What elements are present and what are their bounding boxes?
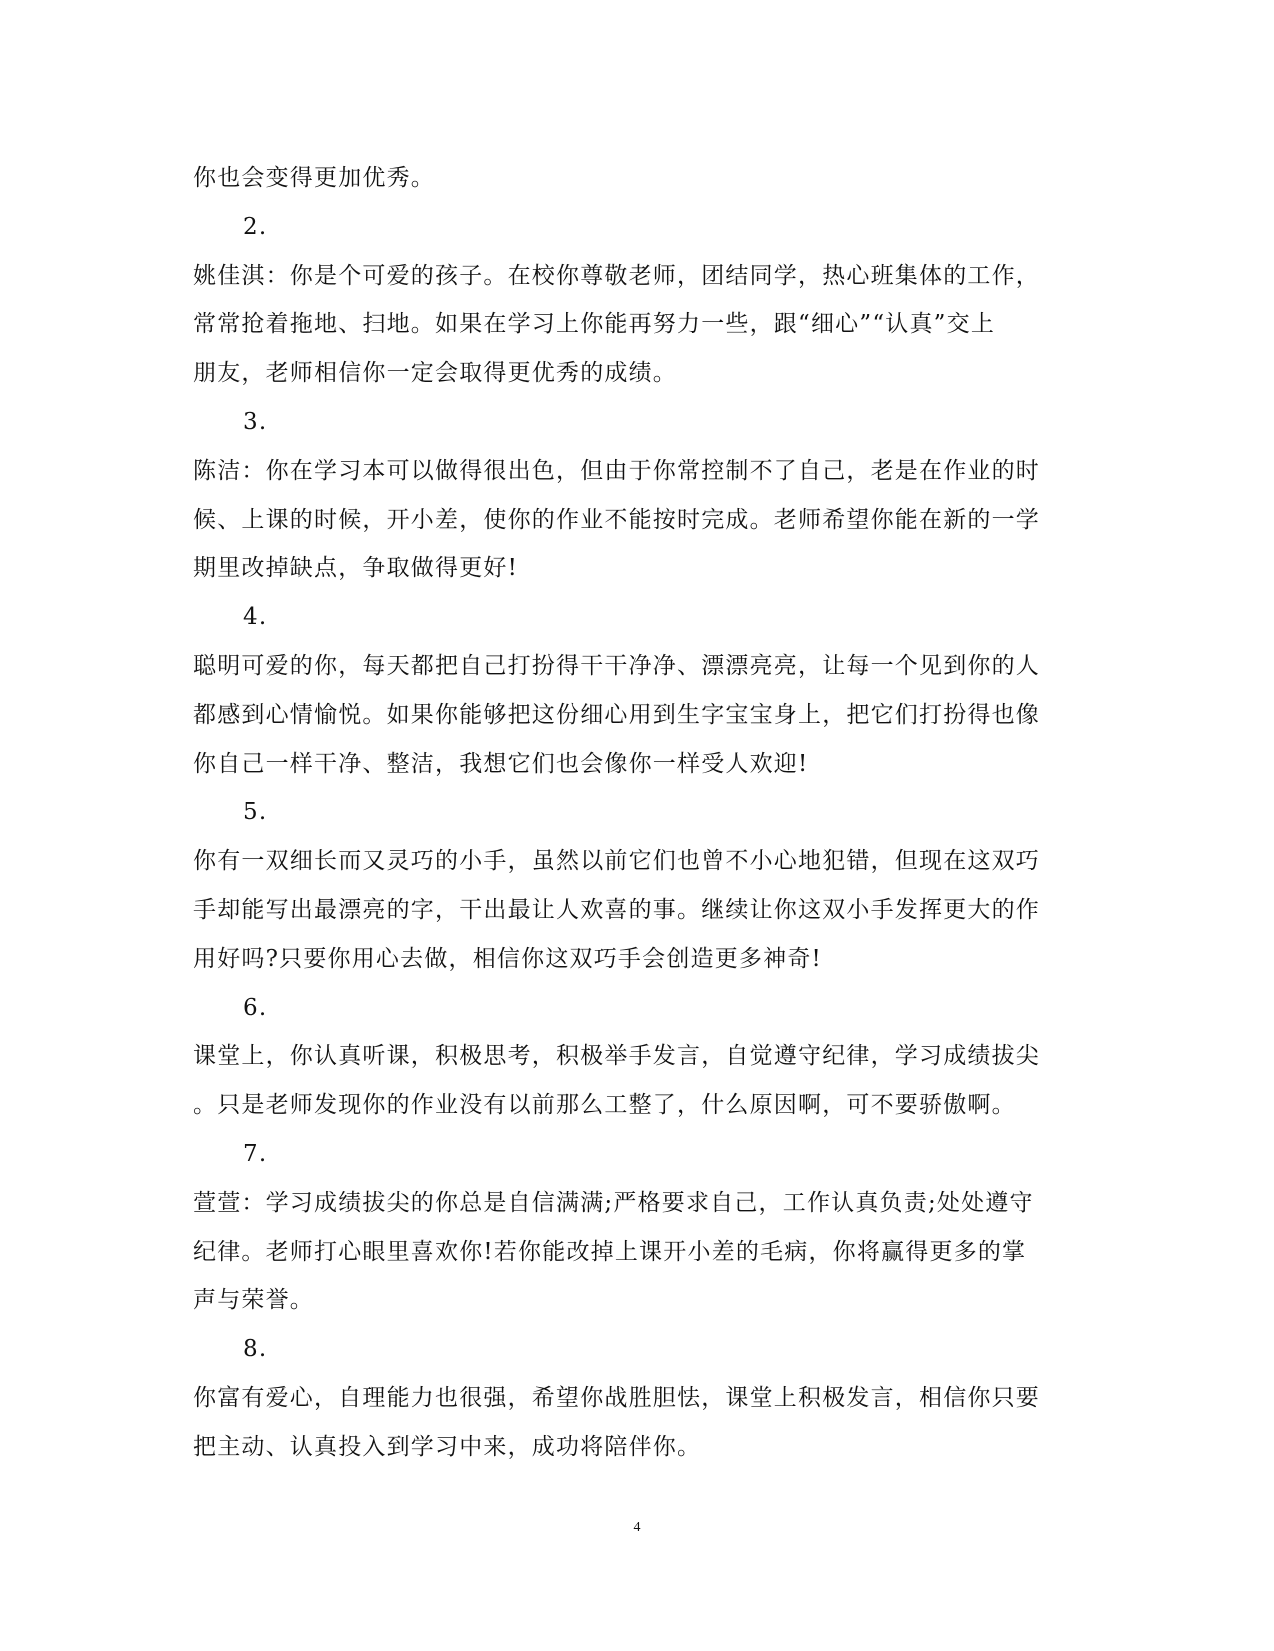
item-number: 6. <box>243 994 268 1021</box>
body-line: 把主动、认真投入到学习中来，成功将陪伴你。 <box>193 1433 702 1460</box>
item-number: 5. <box>243 799 268 826</box>
body-line: 你也会变得更加优秀。 <box>193 165 435 191</box>
item-number: 7. <box>243 1140 268 1167</box>
body-line: 你富有爱心，自理能力也很强，希望你战胜胆怯，课堂上积极发言，相信你只要 <box>193 1384 1040 1411</box>
body-line: 课堂上，你认真听课，积极思考，积极举手发言，自觉遵守纪律，学习成绩拔尖 <box>193 1043 1040 1070</box>
body-line: 你有一双细长而又灵巧的小手，虽然以前它们也曾不小心地犯错，但现在这双巧 <box>193 848 1040 875</box>
body-line: 陈洁：你在学习本可以做得很出色，但由于你常控制不了自己，老是在作业的时 <box>193 457 1040 484</box>
page-number: 4 <box>633 1520 641 1535</box>
body-line: 。只是老师发现你的作业没有以前那么工整了，什么原因啊，可不要骄傲啊。 <box>193 1092 1016 1119</box>
body-line: 都感到心情愉悦。如果你能够把这份细心用到生字宝宝身上，把它们打扮得也像 <box>193 701 1040 728</box>
body-line: 姚佳淇：你是个可爱的孩子。在校你尊敬老师，团结同学，热心班集体的工作， <box>193 262 1040 289</box>
body-line: 你自己一样干净、整洁，我想它们也会像你一样受人欢迎! <box>193 750 809 777</box>
body-line: 朋友，老师相信你一定会取得更优秀的成绩。 <box>193 360 677 387</box>
body-line: 纪律。老师打心眼里喜欢你!若你能改掉上课开小差的毛病，你将赢得更多的掌 <box>193 1238 1027 1265</box>
item-number: 2. <box>243 213 268 240</box>
item-number: 3. <box>243 408 268 435</box>
body-line: 用好吗?只要你用心去做，相信你这双巧手会创造更多神奇! <box>193 945 822 972</box>
body-line: 萱萱：学习成绩拔尖的你总是自信满满;严格要求自己，工作认真负责;处处遵守 <box>193 1189 1034 1216</box>
body-line: 聪明可爱的你，每天都把自己打扮得干干净净、漂漂亮亮，让每一个见到你的人 <box>193 652 1040 679</box>
body-line: 常常抢着拖地、扫地。如果在学习上你能再努力一些，跟“细心”“认真”交上 <box>193 311 996 338</box>
body-line: 候、上课的时候，开小差，使你的作业不能按时完成。老师希望你能在新的一学 <box>193 506 1040 533</box>
item-number: 8. <box>243 1336 268 1363</box>
document-body <box>193 154 1073 1472</box>
body-line: 声与荣誉。 <box>193 1287 314 1314</box>
item-number: 4. <box>243 604 268 631</box>
body-line: 期里改掉缺点，争取做得更好! <box>193 555 519 582</box>
body-line: 手却能写出最漂亮的字，干出最让人欢喜的事。继续让你这双小手发挥更大的作 <box>193 896 1040 923</box>
